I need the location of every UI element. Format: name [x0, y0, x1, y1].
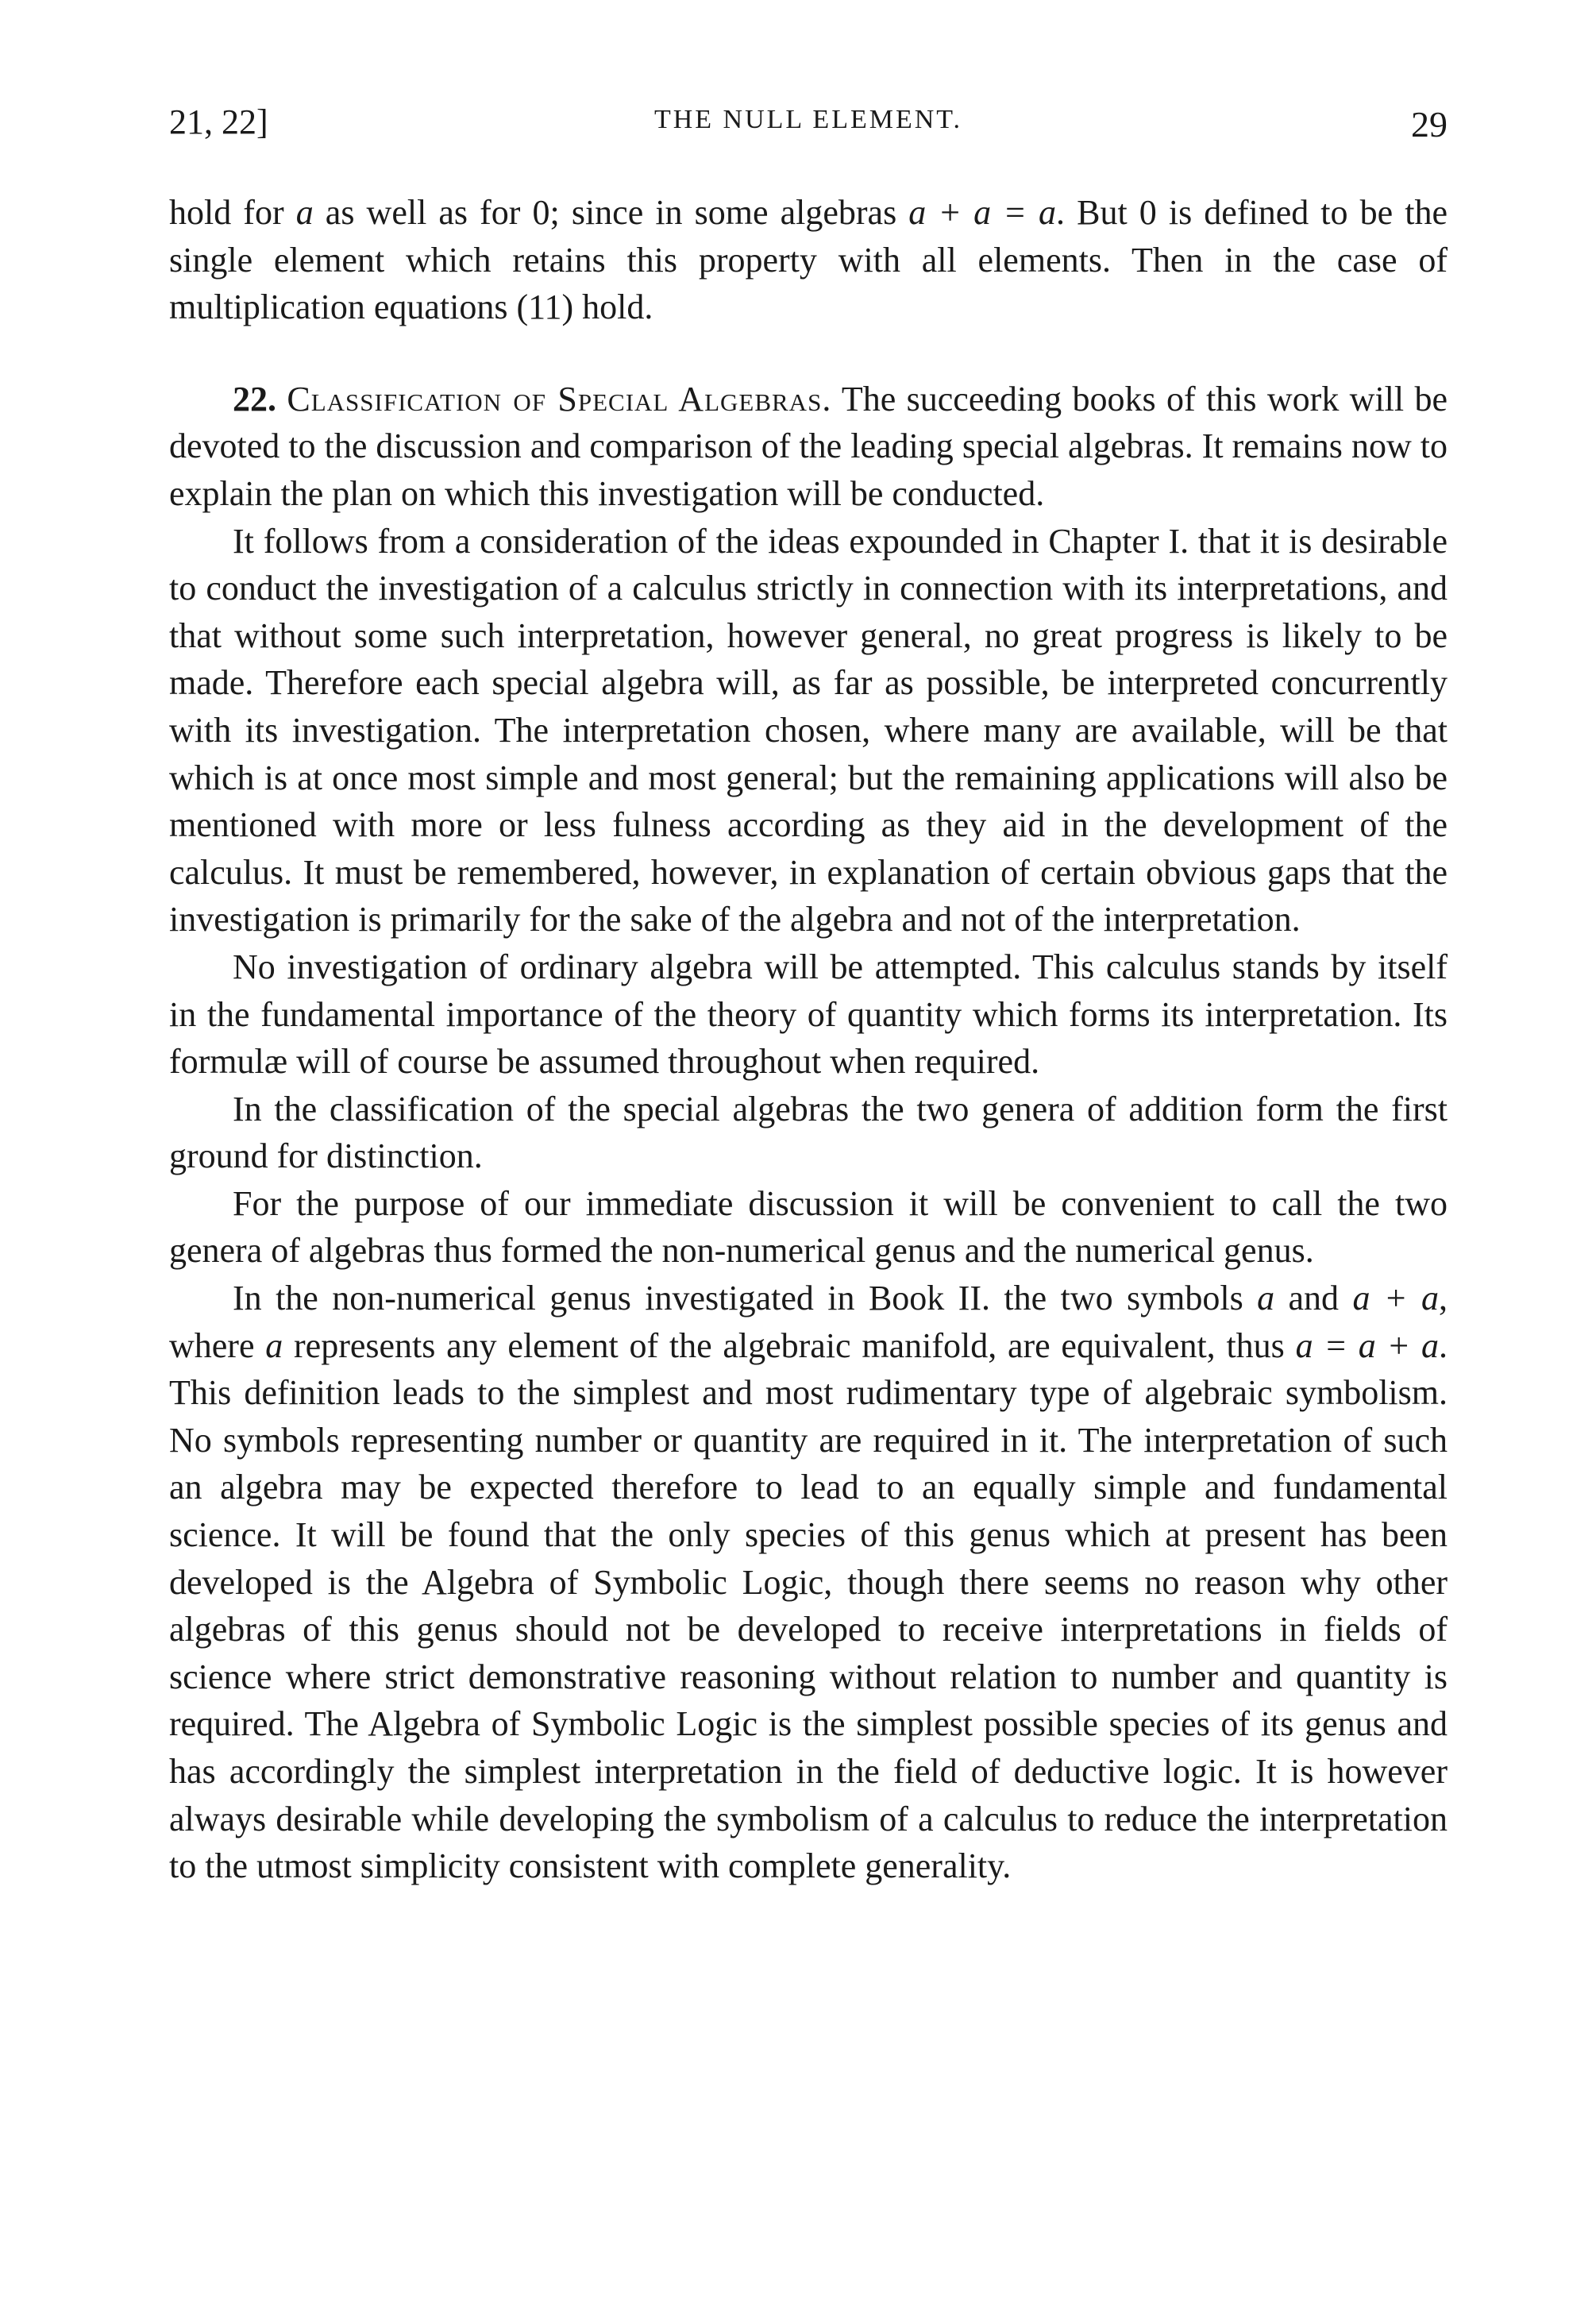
paragraph: For the purpose of our immediate discussion it will be convenient to call the two genera of algebras thus formed the non-numerical genus and the numerical genus.	[169, 1183, 1448, 1271]
paragraph: No investigation of ordinary algebra will be attempted. This calculus stands by itself in the fundamental importance of the theory of quantity which forms its interpretation. Its formulæ will of course be assumed throughout when required.	[169, 947, 1448, 1082]
paragraph: In the classification of the special algebras the two genera of addition form the first ground for distinction.	[169, 1089, 1448, 1176]
section-22-paragraph: 22. Classification of Special Algebras. The succeeding books of this work will be devoted to the discussion and comparison of the leading special algebras. It remains now to explain the plan on which this investigation will be conducted.	[169, 379, 1448, 513]
math-expression: a = a + a	[1295, 1325, 1439, 1365]
section-reference: 21, 22]	[169, 102, 268, 141]
section-number: 22.	[233, 379, 276, 419]
math-symbol: a	[295, 193, 314, 232]
paragraph: It follows from a consideration of the ideas expounded in Chapter I. that it is desirable to conduct the investigation of a calculus strictly in connection with its interpretations, and that without some such interpretation, however general, no great progress is likely to be made. Therefore each special algebra will, as far as possible, be interpreted concurrently with its investigation. The interpretation chosen, where many are available, will be that which is at once most simple and most general; but the remaining applications will also be mentioned with more or less fulness according as they aid in the development of the calculus. It must be remembered, however, in explanation of certain obvious gaps that the investigation is primarily for the sake of the algebra and not of the interpretation.	[169, 521, 1448, 939]
running-title: THE NULL ELEMENT.	[653, 105, 963, 134]
math-symbol: a	[265, 1325, 283, 1365]
paragraph: hold for a as well as for 0; since in some algebras a + a = a. But 0 is defined to be the single element which retains this property with all elements. Then in the case of multiplication equations (11) hold.	[169, 193, 1448, 327]
section-heading: Classification of Special Algebras.	[287, 379, 832, 419]
page-body	[169, 189, 1448, 1890]
math-expression: a + a = a	[908, 193, 1057, 232]
paragraph: In the non-numerical genus investigated in Book II. the two symbols a and a + a, where a represents any element of the algebraic manifold, are equivalent, thus a = a + a. This definition leads to the simplest and most rudimentary type of algebraic symbolism. No symbols representing number or quantity are required in it. The interpretation of such an algebra may be expected therefore to lead to an equally simple and fundamental science. It will be found that the only species of this genus which at present has been developed is the Algebra of Symbolic Logic, though there seems no reason why other algebras of this genus should not be developed to receive interpretations in fields of science where strict demonstrative reasoning without relation to number and quantity is required. The Algebra of Symbolic Logic is the simplest possible species of its genus and has accordingly the simplest interpretation in the field of deductive logic. It is however always desirable while developing the symbolism of a calculus to reduce the interpretation to the utmost simplicity consistent with complete generality.	[169, 1279, 1448, 1886]
page-number: 29	[1411, 104, 1448, 145]
running-header	[169, 102, 1448, 157]
math-symbol: a	[1257, 1279, 1275, 1318]
math-expression: a + a	[1352, 1279, 1439, 1318]
